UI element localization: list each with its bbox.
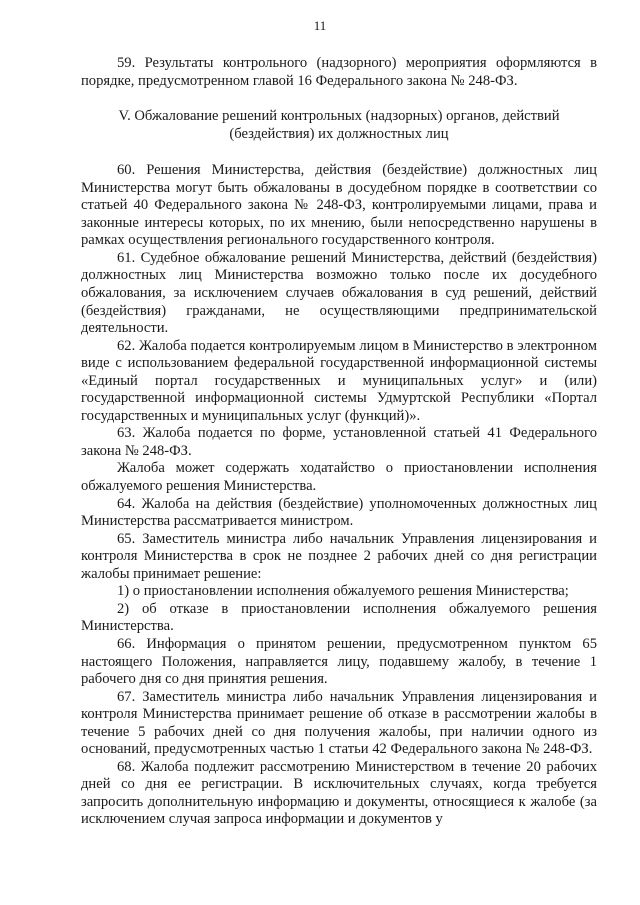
page-number: 11 [313, 18, 327, 33]
section-heading: V. Обжалование решений контрольных (надзорных) органов, действий (бездействия) их должностных лиц [118, 108, 560, 142]
paragraph-62: 62. Жалоба подается контролируемым лицом в Министерство в электронном виде с использованием федеральной государственной информационной системы «Единый портал государственных и муниципальных услуг» и (или) государственной информационной системы Удмуртской Республики «Портал государственных и муниципальных услуг (функций)». [81, 337, 597, 424]
paragraph-59: 59. Результаты контрольного (надзорного) мероприятия оформляются в порядке, предусмотренном главой 16 Федерального закона № 248-ФЗ. [81, 55, 597, 89]
paragraph-65-item-2: 2) об отказе в приостановлении исполнения обжалуемого решения Министерства. [81, 600, 597, 635]
paragraph-67: 67. Заместитель министра либо начальник Управления лицензирования и контроля Министерства принимает решение об отказе в рассмотрении жалобы в течение 5 рабочих дней со дня получения жалобы, при наличии одного из оснований, предусмотренных частью 1 статьи 42 Федерального закона № 248-ФЗ. [81, 688, 597, 758]
paragraph-65: 65. Заместитель министра либо начальник Управления лицензирования и контроля Министерства в срок не позднее 2 рабочих дней со дня регистрации жалобы принимает решение: [81, 530, 597, 582]
paragraph-61: 61. Судебное обжалование решений Министерства, действий (бездействия) должностных лиц Министерства возможно только после их досудебного обжалования, за исключением случаев обжалования в суд решений, действий (бездействия) гражданами, не осуществляющими предпринимательской деятельности. [81, 249, 597, 337]
paragraph-66: 66. Информация о принятом решении, предусмотренном пунктом 65 настоящего Положения, направляется лицу, подавшему жалобу, в течение 1 рабочего дня со дня принятия решения. [81, 635, 597, 688]
paragraph-65-item-1: 1) о приостановлении исполнения обжалуемого решения Министерства; [117, 583, 569, 600]
paragraph-60: 60. Решения Министерства, действия (бездействие) должностных лиц Министерства могут быть обжалованы в досудебном порядке в соответствии со статьей 40 Федерального закона № 248-ФЗ, контролируемыми лицами, права и законные интересы которых, по их мнению, были непосредственно нарушены в рамках осуществления регионального государственного контроля. [81, 162, 597, 249]
paragraph-63: 63. Жалоба подается по форме, установленной статьей 41 Федерального закона № 248-ФЗ. [81, 425, 597, 459]
paragraph-63-petition: Жалоба может содержать ходатайство о приостановлении исполнения обжалуемого решения Министерства. [81, 460, 597, 495]
paragraph-64: 64. Жалоба на действия (бездействие) уполномоченных должностных лиц Министерства рассматривается министром. [81, 495, 597, 530]
document-body [81, 55, 597, 829]
paragraph-68: 68. Жалоба подлежит рассмотрению Министерством в течение 20 рабочих дней со дня ее регистрации. В исключительных случаях, когда требуется запросить дополнительную информацию и документы, относящиеся к жалобе (за исключением случая запроса информации и документов у [81, 758, 597, 828]
